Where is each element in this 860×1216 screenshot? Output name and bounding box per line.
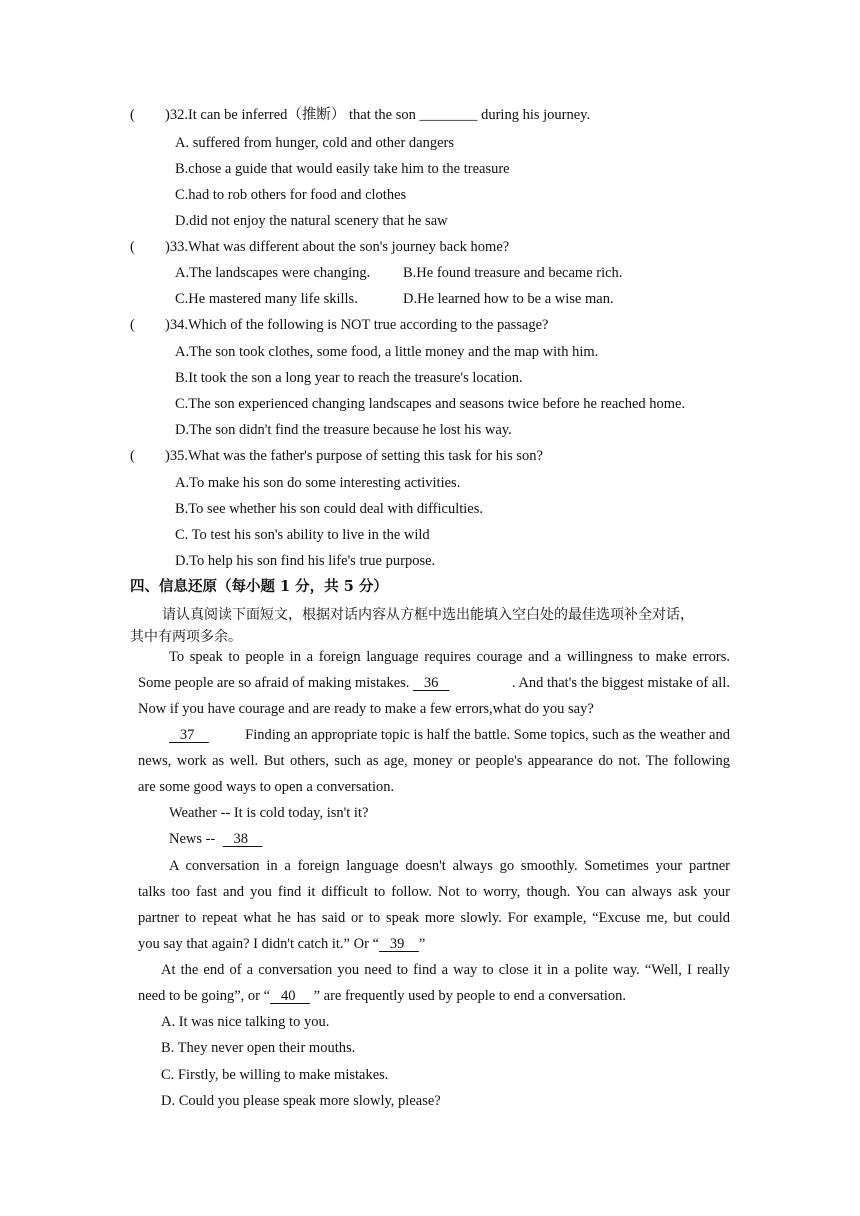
q34-option-d: D.The son didn't find the treasure because he lost his way. xyxy=(175,422,512,438)
passage-p1-line1: To speak to people in a foreign language requires courage and a willingness to make errors. xyxy=(169,649,730,665)
q33-option-d: D.He learned how to be a wise man. xyxy=(403,291,614,307)
q33-option-c: C.He mastered many life skills. xyxy=(175,291,358,307)
q35-option-d: D.To help his son find his life's true purpose. xyxy=(175,553,436,569)
passage-p4-line2-post: ” are frequently used by people to end a conversation. xyxy=(309,988,627,1004)
example-news xyxy=(169,830,262,848)
blank-36: 36 xyxy=(413,675,450,691)
q33-bracket: ( xyxy=(130,239,135,255)
passage-p4-line2-pre: need to be going”, or “ xyxy=(138,988,271,1004)
passage-p3-line4-pre: you say that again? I didn't catch it.” Or “ xyxy=(138,936,379,952)
blank-38: 38 xyxy=(222,831,263,847)
q32-option-d: D.did not enjoy the natural scenery that he saw xyxy=(175,213,448,229)
passage-p3-line4-post: ” xyxy=(418,936,426,952)
example-news-label: News -- xyxy=(169,831,219,847)
instruction-line-1: 请认真阅读下面短文，根据对话内容从方框中选出能填入空白处的最佳选项补全对话， xyxy=(162,607,694,623)
q34-option-b: B.It took the son a long year to reach the treasure's location. xyxy=(175,370,523,386)
q35-option-c: C. To test his son's ability to live in the wild xyxy=(175,527,430,543)
section-heading: 四、信息还原（每小题 1 分，共 5 分） xyxy=(130,578,388,595)
q35-option-b: B.To see whether his son could deal with difficulties. xyxy=(175,501,483,517)
passage-p1-line2-post: . And that's the biggest mistake of all. xyxy=(511,675,730,691)
passage-p2-line3: are some good ways to open a conversation. xyxy=(138,779,395,795)
option-a: A. It was nice talking to you. xyxy=(161,1014,330,1030)
passage-p1-line2 xyxy=(138,674,730,692)
passage-p1-line2-pre: Some people are so afraid of making mistakes. xyxy=(138,675,414,691)
q32-option-c: C.had to rob others for food and clothes xyxy=(175,187,407,203)
passage-p2-line1-post: Finding an appropriate topic is half the battle. Some topics, such as the weather and xyxy=(241,727,730,743)
passage-p3-line2: talks too fast and you find it difficult to follow. Not to worry, though. You can always ask your xyxy=(138,884,730,900)
q35-option-a: A.To make his son do some interesting activities. xyxy=(175,475,461,491)
blank-37: 37 xyxy=(169,727,209,743)
q34-option-a: A.The son took clothes, some food, a little money and the map with him. xyxy=(175,344,599,360)
q35-bracket: ( xyxy=(130,448,135,464)
instruction-line-2: 其中有两项多余。 xyxy=(130,629,242,645)
q33-stem: )33.What was different about the son's journey back home? xyxy=(165,239,510,255)
passage-p3-line3: partner to repeat what he has said or to speak more slowly. For example, “Excuse me, but could xyxy=(138,910,730,926)
passage-p4-line1: At the end of a conversation you need to find a way to close it in a polite way. “Well, I really xyxy=(161,962,730,978)
q34-option-c: C.The son experienced changing landscapes and seasons twice before he reached home. xyxy=(175,396,686,412)
q32-option-a: A. suffered from hunger, cold and other dangers xyxy=(175,135,454,151)
option-d: D. Could you please speak more slowly, please? xyxy=(161,1093,441,1109)
q35-stem: )35.What was the father's purpose of setting this task for his son? xyxy=(165,448,543,464)
passage-p1-line3: Now if you have courage and are ready to make a few errors,what do you say? xyxy=(138,701,594,717)
q33-option-b: B.He found treasure and became rich. xyxy=(403,265,623,281)
passage-p2-line2: news, work as well. But others, such as age, money or people's appearance do not. The following xyxy=(138,753,730,769)
q32-stem: )32.It can be inferred（推断） that the son ________ during his journey. xyxy=(165,107,591,123)
option-c: C. Firstly, be willing to make mistakes. xyxy=(161,1067,389,1083)
blank-39: 39 xyxy=(378,936,419,952)
q33-option-a: A.The landscapes were changing. xyxy=(175,265,371,281)
q34-bracket: ( xyxy=(130,317,135,333)
q32-bracket: ( xyxy=(130,107,135,123)
q34-stem: )34.Which of the following is NOT true according to the passage? xyxy=(165,317,549,333)
passage-p2-line1 xyxy=(169,726,730,744)
passage-p3-line1: A conversation in a foreign language doesn't always go smoothly. Sometimes your partner xyxy=(169,858,730,874)
passage-p3-line4 xyxy=(138,935,425,953)
q32-option-b: B.chose a guide that would easily take him to the treasure xyxy=(175,161,510,177)
example-weather: Weather -- It is cold today, isn't it? xyxy=(169,805,369,821)
blank-40: 40 xyxy=(270,988,310,1004)
passage-p4-line2 xyxy=(138,987,626,1005)
option-b: B. They never open their mouths. xyxy=(161,1040,356,1056)
